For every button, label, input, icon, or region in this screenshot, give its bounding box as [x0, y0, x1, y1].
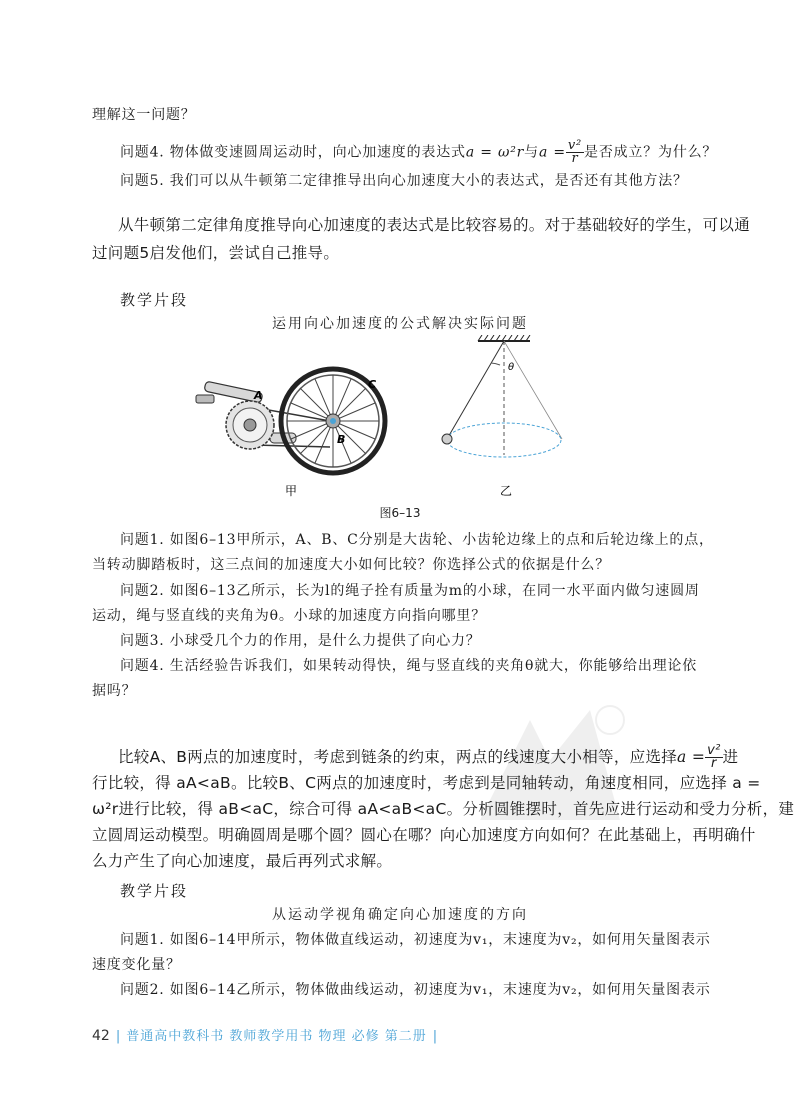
paragraph-line: 立圆周运动模型。明确圆周是哪个圆？圆心在哪？向心加速度方向如何？在此基础上，再明确什 — [92, 826, 756, 844]
point-c-label: C — [368, 378, 377, 391]
paragraph-line: 从牛顿第二定律角度推导向心加速度的表达式是比较容易的。对于基础较好的学生，可以通 — [118, 216, 751, 234]
figure-caption: 图6–13 — [379, 506, 421, 520]
formula: a = — [677, 748, 706, 766]
question-1-line: 问题1. 如图6–13甲所示，A、B、C分别是大齿轮、小齿轮边缘上的点和后轮边缘上的点， — [120, 532, 714, 548]
fraction-denominator: r — [571, 151, 579, 166]
point-a-label: A — [254, 389, 263, 402]
theta-label: θ — [508, 362, 515, 373]
book-series: 普通高中教科书 教师教学用书 物理 必修 第二册 — [126, 1029, 427, 1044]
paragraph-line: 么力产生了向心加速度，最后再列式求解。 — [92, 852, 393, 870]
paragraph-line: ω²r进行比较，得 aB<aC，综合可得 aA<aB<aC。分析圆锥摆时，首先应进行运动和受力分析，建 — [92, 800, 795, 818]
paragraph-text: 进 — [722, 748, 739, 766]
question-2-line: 运动，绳与竖直线的夹角为θ。小球的加速度方向指向哪里？ — [92, 608, 487, 624]
question-2-line: 问题2. 如图6–13乙所示，长为l的绳子拴有质量为m的小球，在同一水平面内做匀速圆周 — [120, 583, 700, 599]
fraction — [566, 140, 584, 165]
question-text: 与 — [524, 144, 539, 161]
fraction-numerator: v² — [567, 138, 583, 153]
subfigure-label-a: 甲 — [284, 484, 298, 498]
fraction-numerator: v² — [707, 743, 721, 758]
footer-divider: | — [115, 1029, 121, 1044]
question-4-line: 据吗？ — [92, 683, 137, 699]
point-b-label: B — [337, 433, 346, 446]
conical-pendulum-diagram — [442, 335, 562, 457]
subfigure-label-b: 乙 — [499, 484, 513, 498]
question-1-line: 问题1. 如图6–14甲所示，物体做直线运动，初速度为v₁，末速度为v₂，如何用矢量图表示 — [120, 932, 711, 948]
section-heading: 教学片段 — [120, 882, 189, 900]
formula: a = — [538, 144, 566, 161]
page-number: 42 — [92, 1028, 110, 1044]
figure-6-13 — [190, 335, 600, 505]
bicycle-drive-diagram — [196, 369, 385, 473]
fraction — [705, 745, 723, 770]
question-1-line: 速度变化量？ — [92, 957, 181, 973]
segment-title: 从运动学视角确定向心加速度的方向 — [272, 907, 528, 923]
question-text: 是否成立？为什么？ — [584, 144, 718, 161]
paragraph-text: 比较A、B两点的加速度时，考虑到链条的约束，两点的线速度大小相等，应选择 — [118, 748, 678, 766]
paragraph-line: 行比较，得 aA<aB。比较B、C两点的加速度时，考虑到是同轴转动，角速度相同，应选择 a = — [92, 774, 761, 792]
section-heading: 教学片段 — [120, 291, 189, 309]
paragraph-line: 过问题5启发他们，尝试自己推导。 — [92, 244, 340, 262]
paragraph-line — [118, 745, 738, 770]
footer-divider: | — [432, 1029, 438, 1044]
question-5-top: 问题5. 我们可以从牛顿第二定律推导出向心加速度大小的表达式，是否还有其他方法？ — [120, 173, 688, 189]
question-3-line: 问题3. 小球受几个力的作用，是什么力提供了向心力？ — [120, 633, 481, 649]
formula: a = ω²r — [465, 144, 525, 161]
fraction-denominator: r — [711, 756, 717, 771]
question-2-line: 问题2. 如图6–14乙所示，物体做曲线运动，初速度为v₁，末速度为v₂，如何用矢量图表示 — [120, 982, 711, 998]
question-1-line: 当转动脚踏板时，这三点间的加速度大小如何比较？你选择公式的依据是什么？ — [92, 557, 610, 573]
text-line: 理解这一问题？ — [92, 107, 196, 123]
question-text: 问题4. 物体做变速圆周运动时，向心加速度的表达式 — [120, 144, 466, 161]
page-footer — [92, 1025, 443, 1044]
question-4-line: 问题4. 生活经验告诉我们，如果转动得快，绳与竖直线的夹角θ就大，你能够给出理论依 — [120, 658, 698, 674]
segment-title: 运用向心加速度的公式解决实际问题 — [272, 316, 528, 332]
question-4-top — [120, 140, 717, 165]
